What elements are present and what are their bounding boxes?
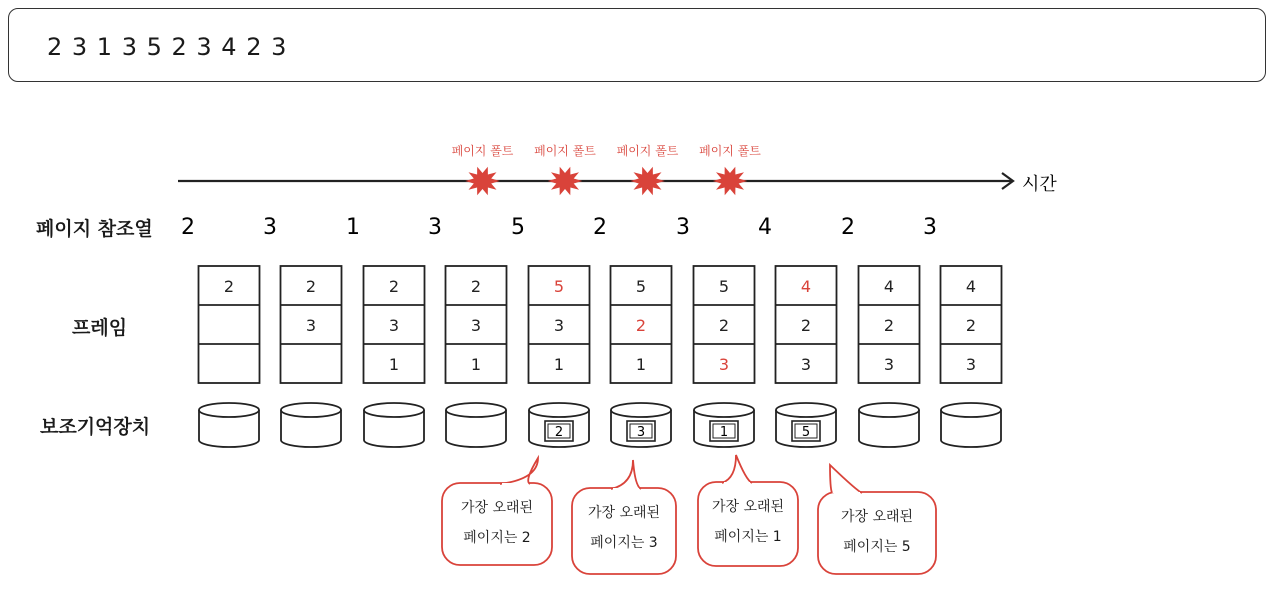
frame-cell-value: 2 — [388, 277, 400, 296]
bubble-line-2: 페이지는 5 — [843, 539, 911, 555]
reference-row-label: 페이지 참조열 — [36, 218, 153, 240]
frame-cell-value: 2 — [470, 277, 482, 296]
reference-value: 3 — [676, 215, 690, 240]
frame-cell-value: 4 — [883, 277, 895, 296]
storage-cylinder-top — [199, 403, 259, 417]
frame-cell-value: 3 — [883, 355, 895, 374]
frame-cell-value: 3 — [718, 355, 730, 374]
speech-bubble-tail — [500, 458, 538, 484]
frame-cell-value: 2 — [800, 316, 812, 335]
bubble-line-1: 가장 오래된 — [460, 500, 534, 516]
storage-cylinder-top — [776, 403, 836, 417]
frame-cell-value: 1 — [388, 355, 400, 374]
bubble-text — [818, 502, 936, 562]
page-fault-label: 페이지 폴트 — [534, 144, 596, 158]
evicted-page-value: 1 — [719, 425, 729, 440]
bubble-line-1: 가장 오래된 — [587, 505, 661, 521]
frames-row-label: 프레임 — [72, 317, 128, 339]
frame-cell-value: 4 — [800, 277, 812, 296]
frame-cell-value: 5 — [718, 277, 730, 296]
frame-cell-value: 3 — [553, 316, 565, 335]
bubble-text — [572, 498, 676, 558]
storage-cylinder-top — [529, 403, 589, 417]
reference-value: 3 — [263, 215, 277, 240]
speech-bubble-tail — [611, 460, 641, 489]
reference-value: 2 — [181, 215, 195, 240]
evicted-page-value: 2 — [554, 425, 564, 440]
bubble-line-2: 페이지는 3 — [590, 535, 658, 551]
bubble-line-2: 페이지는 1 — [714, 529, 782, 545]
page-fault-burst — [630, 167, 665, 196]
frame-cell-value: 5 — [635, 277, 647, 296]
frame-cell-value: 2 — [965, 316, 977, 335]
bubble-text — [442, 493, 552, 553]
bubble-line-1: 가장 오래된 — [840, 509, 914, 525]
page-fault-label: 페이지 폴트 — [699, 144, 761, 158]
reference-value: 3 — [428, 215, 442, 240]
reference-value: 3 — [923, 215, 937, 240]
page-fault-burst — [713, 167, 748, 196]
bubble-line-1: 가장 오래된 — [711, 499, 785, 515]
frame-cell-value: 4 — [965, 277, 977, 296]
speech-bubble-tail — [722, 455, 752, 483]
page-fault-label: 페이지 폴트 — [451, 144, 514, 158]
storage-cylinder-top — [694, 403, 754, 417]
page-fault-burst — [465, 167, 500, 196]
frame-cell-value: 3 — [388, 316, 400, 335]
evicted-page-value: 3 — [636, 425, 646, 440]
storage-cylinder-top — [281, 403, 341, 417]
storage-row-label: 보조기억장치 — [40, 416, 151, 438]
frame-cell-value: 3 — [305, 316, 317, 335]
page-fault-label: 페이지 폴트 — [616, 144, 679, 158]
frame-cell-value: 5 — [553, 277, 565, 296]
bubble-line-2: 페이지는 2 — [463, 530, 531, 546]
storage-cylinder-top — [611, 403, 671, 417]
frame-cell-value: 1 — [635, 355, 647, 374]
frame-cell-value: 3 — [470, 316, 482, 335]
time-label: 시간 — [1022, 174, 1057, 195]
frame-cell-value: 2 — [305, 277, 317, 296]
storage-cylinder-top — [364, 403, 424, 417]
frame-cell-value: 3 — [800, 355, 812, 374]
storage-cylinder-top — [446, 403, 506, 417]
frame-cell-value: 2 — [718, 316, 730, 335]
page-fault-burst — [548, 167, 583, 196]
frame-cell-value: 2 — [635, 316, 647, 335]
storage-cylinder-top — [941, 403, 1001, 417]
frame-cell-value: 3 — [965, 355, 977, 374]
frame-cell-value: 2 — [223, 277, 235, 296]
bubble-text — [698, 492, 798, 552]
frame-cell-value: 1 — [470, 355, 482, 374]
frame-cell-value: 1 — [553, 355, 565, 374]
reference-value: 4 — [758, 215, 772, 240]
evicted-page-value: 5 — [801, 425, 811, 440]
reference-value: 5 — [511, 215, 525, 240]
speech-bubble-tail — [830, 465, 862, 493]
reference-value: 2 — [841, 215, 855, 240]
reference-value: 1 — [346, 215, 360, 240]
reference-value: 2 — [593, 215, 607, 240]
reference-string: 2 3 1 3 5 2 3 4 2 3 — [47, 33, 288, 61]
frame-cell-value: 2 — [883, 316, 895, 335]
storage-cylinder-top — [859, 403, 919, 417]
